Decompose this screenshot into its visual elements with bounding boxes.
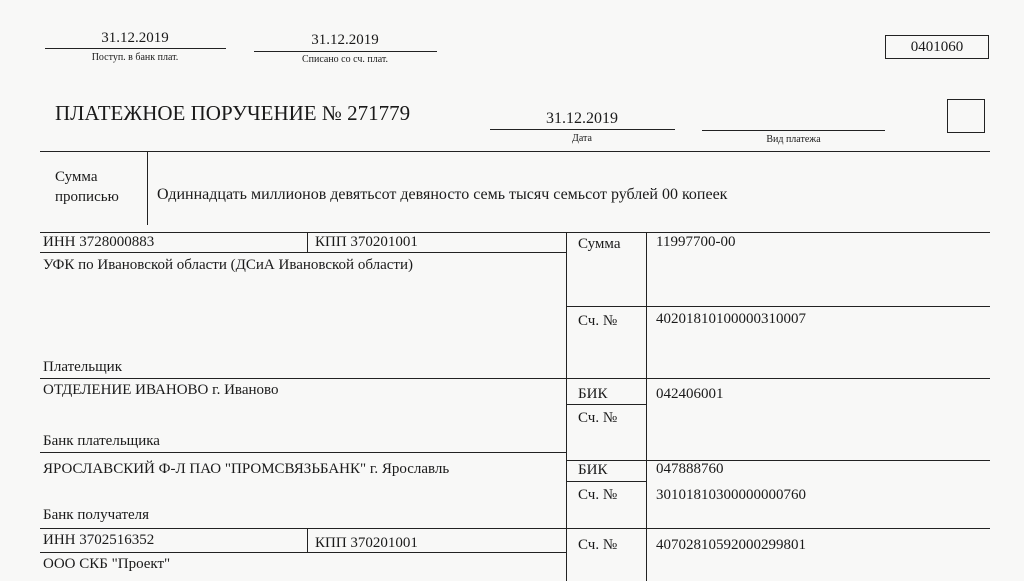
marker-box [947,99,985,133]
form-code-box: 0401060 [885,35,989,59]
payee-name: ООО СКБ "Проект" [43,556,171,572]
document-date: 31.12.2019 [546,110,618,127]
amount-in-words: Одиннадцать миллионов девятьсот девяносто семь тысяч семьсот рублей 00 копеек [157,186,728,203]
sum-value: 11997700-00 [656,234,736,250]
payer-kpp: КПП 370201001 [315,234,418,250]
payer-bik: 042406001 [656,386,724,402]
payee-inn: ИНН 3702516352 [43,532,155,548]
payee-bank-name: ЯРОСЛАВСКИЙ Ф-Л ПАО "ПРОМСВЯЗЬБАНК" г. Ярославль [43,461,450,477]
amount-words-label-2: прописью [55,189,119,205]
payee-bank-account: 30101810300000000760 [656,487,806,503]
payer-bank-label: Банк плательщика [43,433,160,449]
payer-account-label: Сч. № [578,313,618,329]
payee-kpp: КПП 370201001 [315,535,418,551]
divider [702,130,885,131]
page-title: ПЛАТЕЖНОЕ ПОРУЧЕНИЕ № 271779 [55,101,411,125]
payee-bank-label: Банк получателя [43,507,150,523]
divider [307,528,308,552]
document-date-label: Дата [572,133,592,144]
divider [40,452,567,453]
payer-name: УФК по Ивановской области (ДСиА Ивановской области) [43,257,413,273]
divider [40,378,990,379]
divider [45,48,226,49]
payee-bank-account-label: Сч. № [578,487,618,503]
divider [490,129,675,130]
payer-account: 40201810100000310007 [656,311,806,327]
divider [566,404,647,405]
divider [566,481,647,482]
payee-bik: 047888760 [656,461,724,477]
payer-label: Плательщик [43,359,122,375]
bank-receipt-date-label: Поступ. в банк плат. [91,52,179,63]
divider [147,151,148,225]
payer-bank-account-label: Сч. № [578,410,618,426]
divider [307,232,308,252]
payment-type-label: Вид платежа [766,134,821,145]
bank-receipt-date: 31.12.2019 [101,30,169,46]
payee-bik-label: БИК [578,462,608,478]
sum-label: Сумма [578,236,621,252]
divider [40,552,567,553]
divider [40,252,567,253]
payer-bik-label: БИК [578,386,608,402]
divider [254,51,437,52]
divider [40,151,990,152]
amount-words-label-1: Сумма [55,169,98,185]
divider [40,232,990,233]
divider [40,528,990,529]
divider [566,460,990,461]
payer-bank-name: ОТДЕЛЕНИЕ ИВАНОВО г. Иваново [43,382,279,398]
divider [566,306,990,307]
payee-account-label: Сч. № [578,537,618,553]
payer-inn: ИНН 3728000883 [43,234,155,250]
debit-date: 31.12.2019 [311,32,379,48]
debit-date-label: Списано со сч. плат. [301,54,389,65]
payee-account: 40702810592000299801 [656,537,806,553]
